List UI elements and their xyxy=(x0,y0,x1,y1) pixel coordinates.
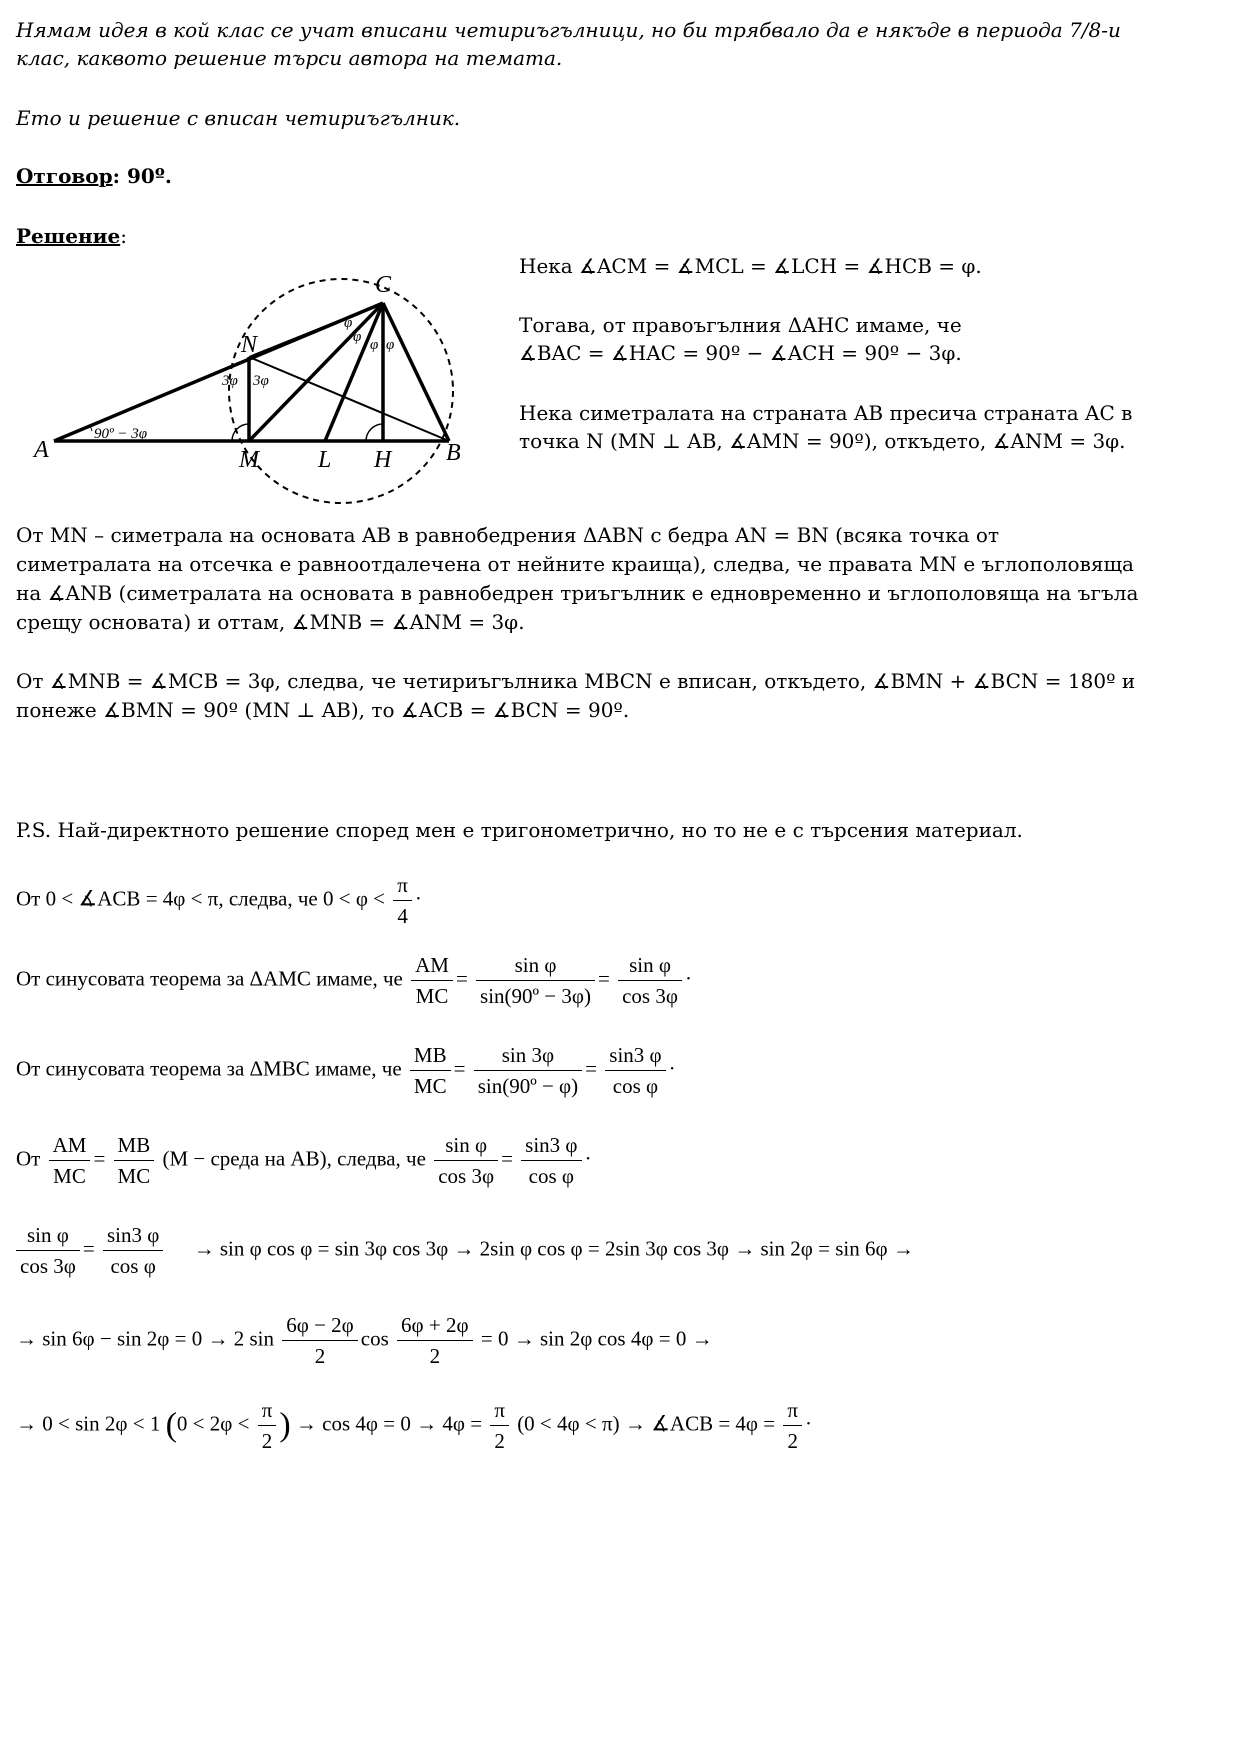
intro-line-2: клас, каквото решение търси автора на темата. xyxy=(16,46,563,70)
para1-line-3: на ∡ANB (симетралата на основата в равнобедрен триъгълник е едновременно и ъглополовяща на ъгъла xyxy=(16,581,1139,605)
fraction: $\frac{\sin 3 \varphi}{\text{cos φ}}$ xyxy=(103,1220,163,1281)
label-h: H xyxy=(374,447,392,473)
label-l: L xyxy=(318,447,332,473)
trig-row-4: От $\frac{AM}{MC}$ = $\frac{MB}{MC}$ (M − среда на AB), следва, че $\frac{\text{sin φ}}{\cos 3\varphi}$ = $\frac{\sin 3 \varphi}{\text{cos φ}}$ · xyxy=(16,1130,592,1191)
trig-row-1: От 0 < ∡ACB = 4φ < π, следва, че 0 < φ < $\frac{\pi}{4}$ · xyxy=(16,870,422,931)
right-p3a: Нека симетралата на страната AB пресича страната AC в xyxy=(519,401,1133,425)
para1-line-2: симетралата на отсечка е равноотдалечена от нейните краища), следва, че правата MN е ъглополовяща xyxy=(16,552,1134,576)
trig-r2-text: От синусовата теорема за ΔAMC имаме, че xyxy=(16,966,403,991)
answer-line xyxy=(16,162,172,190)
label-a: A xyxy=(34,437,49,463)
label-c: C xyxy=(375,272,392,298)
fraction: $\frac{AM}{MC}$ xyxy=(411,950,453,1011)
para1-line-4: срещу основата) и оттам, ∡MNB = ∡ANM = 3φ. xyxy=(16,610,525,634)
trig-row-7: → 0 < sin 2φ < 1 (0 < 2φ < $\frac{\pi}{2}$ ) → cos 4φ = 0 → 4φ = $\frac{\pi}{2}$ (0 < 4φ < π) → ∡ACB = 4φ = $\frac{\pi}{2}$ · xyxy=(16,1395,812,1456)
para2-line-1: От ∡MNB = ∡MCB = 3φ, следва, че четириъгълника MBCN е вписан, откъдето, ∡BMN + ∡BCN = 180º и xyxy=(16,669,1136,693)
answer-value: : 90º. xyxy=(112,164,172,188)
label-m: M xyxy=(239,447,259,473)
fraction: $\frac{\pi}{2}$ xyxy=(490,1395,509,1456)
label-b: B xyxy=(446,440,461,466)
angle-label-n2: 3φ xyxy=(253,373,269,389)
fraction: $\frac{MB}{MC}$ xyxy=(114,1130,155,1191)
trig-row-3: От синусовата теорема за ΔMBC имаме, че $\frac{MB}{MC}$ = $\frac{\sin 3\varphi}{\text{sin(90º − φ)}}$ = $\frac{\sin 3 \varphi}{\text{cos φ}}$ · xyxy=(16,1040,676,1101)
fraction: $\frac{6\varphi + 2\varphi}{2}$ xyxy=(397,1310,473,1371)
geometry-diagram xyxy=(0,255,480,505)
para2-line-2: понеже ∡BMN = 90º (MN ⊥ AB), то ∡ACB = ∡BCN = 90º. xyxy=(16,698,630,722)
trig-r5-text: → sin φ cos φ = sin 3φ cos 3φ → 2sin φ cos φ = 2sin 3φ cos 3φ → sin 2φ = sin 6φ → xyxy=(193,1236,914,1261)
trig-r6-c: = 0 → sin 2φ cos 4φ = 0 → xyxy=(480,1326,713,1351)
solution-label: Решение xyxy=(16,224,121,248)
angle-label-phi-2: φ xyxy=(353,329,362,345)
fraction: $\frac{\text{sin φ}}{\text{sin(90º − 3φ)}}$ xyxy=(476,950,595,1011)
trig-r7-a: → 0 < sin 2φ < 1 xyxy=(16,1411,161,1436)
right-p3b: точка N (MN ⊥ AB, ∡AMN = 90º), откъдето, ∡ANM = 3φ. xyxy=(519,429,1126,453)
circumcircle xyxy=(229,279,453,503)
right-p2b: ∡BAC = ∡HAC = 90º − ∡ACH = 90º − 3φ. xyxy=(519,341,962,365)
fraction: $\frac{AM}{MC}$ xyxy=(49,1130,91,1191)
trig-r4-mid: (M − среда на AB), следва, че xyxy=(162,1146,426,1171)
fraction: $\frac{\pi}{4}$ xyxy=(393,870,412,931)
fraction: $\frac{\pi}{2}$ xyxy=(258,1395,277,1456)
trig-r7-b: 0 < 2φ < xyxy=(176,1411,250,1436)
right-p1: Нека ∡ACM = ∡MCL = ∡LCH = ∡HCB = φ. xyxy=(519,254,982,278)
right-angle-h xyxy=(366,424,383,441)
solution-line xyxy=(16,222,127,250)
answer-label: Отговор xyxy=(16,164,113,188)
right-p2a: Тогава, от правоъгълния ΔAHC имаме, че xyxy=(519,313,962,337)
intro-line-3: Ето и решение с вписан четириъгълник. xyxy=(16,106,461,130)
trig-r4-text: От xyxy=(16,1146,41,1171)
trig-r7-c: → cos 4φ = 0 → 4φ = xyxy=(295,1411,483,1436)
fraction: $\frac{MB}{MC}$ xyxy=(410,1040,451,1101)
trig-row-5: $\frac{\text{sin φ}}{\cos 3\varphi}$ = $\frac{\sin 3 \varphi}{\text{cos φ}}$ → sin φ cos φ = sin 3φ cos 3φ → 2sin φ cos φ = 2sin 3φ cos 3φ → sin 2φ = sin 6φ → xyxy=(16,1220,914,1281)
fraction: $\frac{\sin 3\varphi}{\text{sin(90º − φ)}}$ xyxy=(474,1040,582,1101)
trig-r6-a: → sin 6φ − sin 2φ = 0 → 2 sin xyxy=(16,1326,274,1351)
fraction: $\frac{\text{sin φ}}{\cos 3\varphi}$ xyxy=(434,1130,498,1191)
segment-cm xyxy=(249,303,383,441)
segment-nb xyxy=(249,357,449,441)
fraction: $\frac{\sin 3 \varphi}{\text{cos φ}}$ xyxy=(605,1040,665,1101)
angle-label-n1: 3φ xyxy=(222,373,238,389)
solution-colon: : xyxy=(120,224,127,248)
para1-line-1: От MN – симетрала на основата AB в равнобедрения ΔABN с бедра AN = BN (всяка точка от xyxy=(16,523,1000,547)
trig-r7-d: (0 < 4φ < π) → ∡ACB = 4φ = xyxy=(517,1411,776,1436)
fraction: $\frac{\sin 3 \varphi}{\text{cos φ}}$ xyxy=(521,1130,581,1191)
angle-label-phi-3: φ xyxy=(370,337,379,353)
trig-r6-b: cos xyxy=(360,1326,389,1351)
trig-row-2: От синусовата теорема за ΔAMC имаме, че $\frac{AM}{MC}$ = $\frac{\text{sin φ}}{\text{sin(90º − 3φ)}}$ = $\frac{\text{sin φ}}{\cos 3\varphi}$ · xyxy=(16,950,692,1011)
trig-r1-text: От 0 < ∡ACB = 4φ < π, следва, че 0 < φ < xyxy=(16,886,386,911)
fraction: $\frac{\text{sin φ}}{\cos 3\varphi}$ xyxy=(16,1220,80,1281)
fraction: $\frac{6\varphi - 2\varphi}{2}$ xyxy=(282,1310,358,1371)
label-n: N xyxy=(241,332,258,358)
intro-line-1: Нямам идея в кой клас се учат вписани четириъгълници, но би трябвало да е някъде в периода 7/8-и xyxy=(16,18,1121,42)
trig-row-6 xyxy=(16,1310,713,1371)
fraction: $\frac{\pi}{2}$ xyxy=(783,1395,802,1456)
trig-r3-text: От синусовата теорема за ΔMBC имаме, че xyxy=(16,1056,402,1081)
ps-line: P.S. Най-директното решение според мен е тригонометрично, но то не е с търсения материал. xyxy=(16,818,1023,842)
angle-label-phi-4: φ xyxy=(386,337,395,353)
fraction: $\frac{\text{sin φ}}{\cos 3\varphi}$ xyxy=(618,950,682,1011)
angle-label-a: 90º − 3φ xyxy=(94,426,148,442)
side-bc xyxy=(383,303,449,441)
angle-label-phi-1: φ xyxy=(344,315,353,331)
